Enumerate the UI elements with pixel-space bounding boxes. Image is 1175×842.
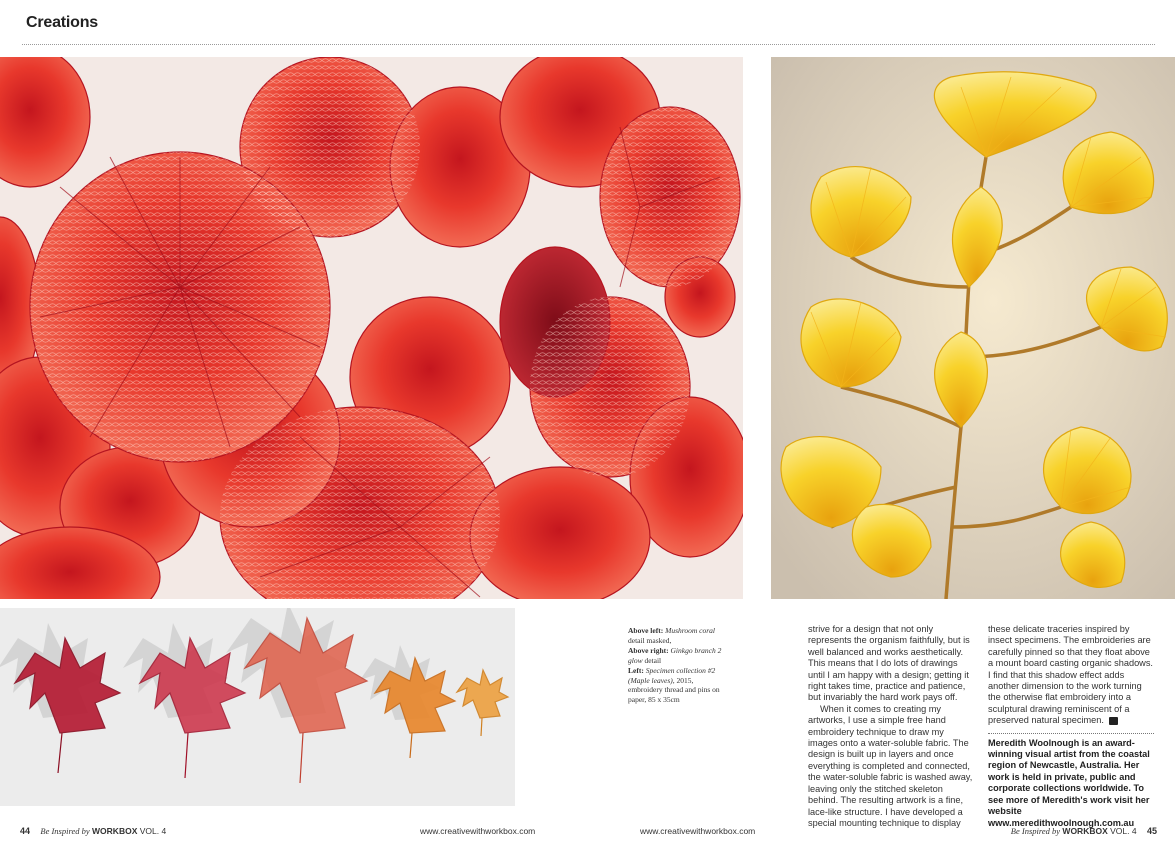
caption-above-left-rest: detail masked, bbox=[628, 635, 672, 645]
author-bio: Meredith Woolnough is an award-winning visual artist from the coastal region of Newcastle, Australia. Her work is held in private, public and corporate collections worldwide. To see more of Meredith's work visit her website www.meredithwoolnough.com.au bbox=[988, 737, 1150, 828]
photo-caption bbox=[628, 626, 728, 705]
footer-url-right[interactable]: www.creativewithworkbox.com bbox=[640, 826, 756, 836]
footer-brand: WORKBOX bbox=[1062, 826, 1108, 836]
caption-above-right-title: Ginkgo branch 2 glow bbox=[628, 646, 722, 665]
footer-brand-italic: Be Inspired by bbox=[40, 826, 90, 836]
article-paragraph-end bbox=[988, 624, 1154, 727]
page-number-left: 44 bbox=[20, 826, 31, 836]
article-end-icon bbox=[1109, 717, 1118, 725]
footer-left bbox=[20, 826, 166, 836]
header-divider bbox=[22, 44, 1155, 45]
caption-above-right-label: Above right: bbox=[628, 646, 671, 655]
article-paragraph: strive for a design that not only represents the organism faithfully, but is well balanced and works aesthetically. This means that I do lots of drawings until I am happy with a design; getting it right takes time, practice and patience, but invariably the hard work pays off. bbox=[808, 624, 970, 703]
section-title: Creations bbox=[26, 14, 98, 31]
article-paragraph-text: these delicate traceries inspired by insect specimens. The embroideries are carefully pinned so that they float above a mount board casting organic shadows. I find that this shadow effect adds another dimension to the work turning the otherwise flat embroidery into a sculptural drawing reminiscent of a preserved natural specimen. bbox=[988, 624, 1153, 726]
caption-above-left-label: Above left: bbox=[628, 626, 666, 635]
caption-above-right bbox=[628, 646, 728, 665]
mushroom-coral-photo bbox=[0, 57, 743, 599]
footer-volume: VOL. 4 bbox=[1110, 826, 1137, 836]
footer-volume: VOL. 4 bbox=[139, 826, 167, 836]
article-paragraph: When it comes to creating my artworks, I use a simple free hand embroidery technique to draw my images onto a water-soluble fabric. The design is built up in layers and once everything is completed and connected, the water-soluble fabric is washed away, leaving only the stitched skeleton behind. The resulting artwork is a fine, lace-like structure. I have developed a special mounting technique to display bbox=[808, 703, 973, 828]
maple-leaves-photo bbox=[0, 608, 515, 806]
caption-left-title: Specimen collection #2 (Maple leaves) bbox=[628, 666, 716, 685]
caption-left bbox=[628, 666, 728, 704]
caption-left-label: Left: bbox=[628, 666, 646, 675]
ginkgo-branch-photo bbox=[771, 57, 1175, 599]
article-column-1 bbox=[808, 624, 974, 829]
bio-divider bbox=[988, 733, 1154, 734]
caption-left-rest: , 2015, embroidery thread and pins on paper, 85 x 35cm bbox=[628, 675, 720, 704]
footer-url-left[interactable]: www.creativewithworkbox.com bbox=[420, 826, 536, 836]
page-number-right: 45 bbox=[1146, 826, 1157, 836]
caption-above-left-title: Mushroom coral bbox=[665, 626, 716, 635]
caption-above-right-rest: detail bbox=[642, 655, 662, 665]
article-column-2 bbox=[988, 624, 1154, 829]
caption-above-left bbox=[628, 626, 728, 645]
footer-brand: WORKBOX bbox=[92, 826, 138, 836]
footer-right bbox=[1011, 826, 1157, 836]
footer-brand-italic: Be Inspired by bbox=[1010, 826, 1061, 836]
